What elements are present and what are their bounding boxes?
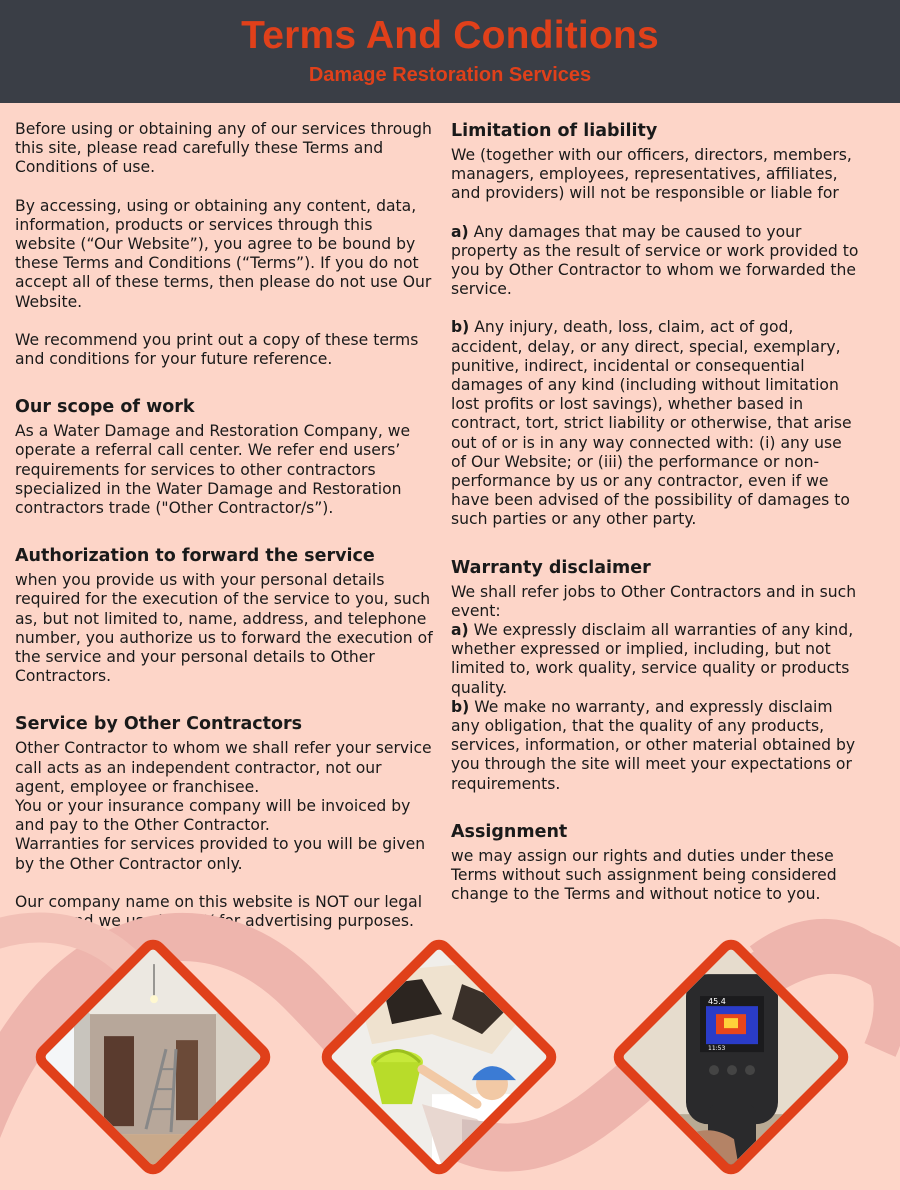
section-heading-assignment: Assignment [451,821,568,842]
intro-paragraph: By accessing, using or obtaining any content, data, information, products or services through this website (“Our Website”), you agree to be bound by these Terms and Conditions (“Terms”). If you do not accept all of these terms, then please do not use Our Website. [15,196,432,311]
item-label: a) [451,222,469,241]
other-contractors-paragraph: Warranties for services provided to you will be given by the Other Contractor only. [15,835,426,873]
item-label: a) [451,621,469,640]
section-heading-liability: Limitation of liability [451,121,658,141]
item-text: Any injury, death, loss, claim, act of god, accident, delay, or any direct, special, exemplary, punitive, indirect, incidental or consequential damages of any kind (including without limitation lost profits or lost savings), whether based in contract, tort, strict liability or otherwise, that arise out of or is in any way connected with: (i) any use of Our Website; or (iii) the performance or non-performance by us or any contractor, even if we have been advised of the possibility of damages to such parties or any other party. [451,318,852,529]
item-text: We make no warranty, and expressly disclaim any obligation, that the quality of any products, services, information, or other material obtained by you through the site will meet your expectations or requirements. [451,697,856,793]
camera-temperature: 45.4 [708,997,726,1007]
item-text: We expressly disclaim all warranties of any kind, whether expressed or implied, including, but not limited to, work quality, service quality or products quality. [451,621,854,697]
right-column [451,120,861,905]
authorization-paragraph: when you provide us with your personal details required for the execution of the service to you, such as, but not limited to, name, address, and telephone number, you authorize us to forward the execution of the service and your personal details to Other Contractors. [15,571,433,686]
liability-item-a [451,223,861,300]
other-contractors-paragraph: Other Contractor to whom we shall refer your service call acts as an independent contractor, not our agent, employee or franchisee. [15,739,432,796]
liability-paragraph: We (together with our officers, directors, members, managers, employees, representatives, affiliates, and providers) will not be responsible or liable for [451,146,852,203]
item-label: b) [451,697,470,716]
section-heading-other-contractors: Service by Other Contractors [15,714,303,735]
photo-strip [0,880,900,1190]
intro-paragraph: We recommend you print out a copy of these terms and conditions for your future reference. [15,330,419,369]
page-subtitle: Damage Restoration Services [308,64,592,86]
liability-item-b [451,318,861,529]
assignment-paragraph: we may assign our rights and duties under these Terms without such assignment being considered change to the Terms and without notice to you. [451,846,837,904]
intro-paragraph: Before using or obtaining any of our services through this site, please read carefully these Terms and Conditions of use. [15,120,432,177]
section-heading-authorization: Authorization to forward the service [15,546,375,567]
section-heading-warranty: Warranty disclaimer [451,557,651,578]
other-contractors-paragraph: You or your insurance company will be invoiced by and pay to the Other Contractor. [15,797,411,835]
section-heading-scope: Our scope of work [15,397,195,418]
warranty-paragraph: We shall refer jobs to Other Contractors and in such event: [451,582,857,620]
item-label: b) [451,318,470,337]
camera-time: 11:53 [708,1045,726,1053]
item-text: Any damages that may be caused to your property as the result of service or work provided to you by Other Contractor to whom we forwarded the service. [451,222,859,299]
left-column [15,120,433,931]
warranty-item-a [451,621,861,698]
scope-paragraph: As a Water Damage and Restoration Company, we operate a referral call center. We refer end users’ requirements for services to other contractors specialized in the Water Damage and Restoration contractors trade ("Other Contractor/s”). [15,422,411,518]
company-name-notice: Our company name on this website is NOT our legal name and we use it ONLY for advertising purposes. [15,892,423,931]
warranty-item-b [451,698,861,794]
page-title: Terms And Conditions [241,14,659,57]
page-header [0,0,900,103]
